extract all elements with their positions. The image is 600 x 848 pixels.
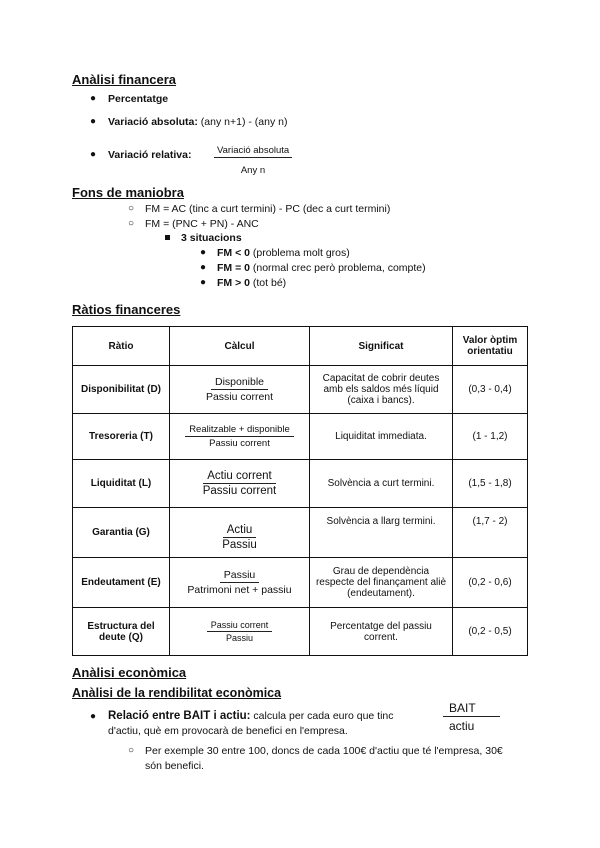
ratio-value: (1,7 - 2): [453, 508, 528, 558]
relative-variation-fraction: [214, 145, 292, 176]
fraction-numerator: Variació absoluta: [214, 145, 292, 158]
fraction-denominator: Patrimoni net + passiu: [187, 584, 292, 596]
example-line-2: són benefici.: [145, 760, 204, 772]
fraction-denominator: Passiu corrent: [202, 485, 277, 497]
table-row: [73, 608, 528, 656]
item-variacio-absoluta: [108, 116, 287, 128]
item-percentatge: Percentatge: [108, 93, 169, 105]
header-valor: Valor òptim orientatiu: [453, 327, 528, 366]
situation-negative: [217, 247, 350, 259]
bait-line-1: [108, 710, 394, 722]
ratio-meaning: Liquiditat immediata.: [310, 414, 453, 460]
ratio-meaning: Solvència a llarg termini.: [310, 508, 453, 558]
ratio-value: (0,2 - 0,6): [453, 558, 528, 608]
item-text: (any n+1) - (any n): [197, 116, 288, 128]
section-title-ratios: Ràtios financeres: [72, 302, 181, 317]
table-row: [73, 414, 528, 460]
bullet-icon: ●: [200, 247, 207, 258]
ratio-calc: [170, 414, 310, 460]
fraction-numerator: Disponible: [211, 376, 268, 390]
fraction-denominator: Passiu corrent: [209, 438, 270, 449]
ratios-table: [72, 326, 528, 656]
situation-desc: (tot bé): [249, 277, 287, 289]
ratio-meaning: Grau de dependència respecte del finançament aliè (endeutament).: [310, 558, 453, 608]
fraction-numerator: Actiu corrent: [203, 470, 276, 484]
bait-label: Relació entre BAIT i actiu:: [108, 710, 251, 722]
situation-positive: [217, 277, 286, 289]
fraction-numerator: Passiu: [220, 569, 260, 583]
square-bullet-icon: [165, 235, 170, 240]
ratio-name: Disponibilitat (D): [73, 366, 170, 414]
circle-bullet-icon: ○: [128, 203, 135, 214]
bait-text: calcula per cada euro que tinc: [250, 710, 394, 722]
fraction-denominator: Passiu corrent: [205, 391, 274, 403]
section-title-analisi-economica: Anàlisi econòmica: [72, 665, 187, 680]
ratio-name: Garantia (G): [73, 508, 170, 558]
fraction-numerator: Realitzable + disponible: [185, 424, 294, 437]
fraction-numerator: Passiu corrent: [207, 620, 273, 632]
ratio-calc: [170, 366, 310, 414]
bullet-icon: ●: [200, 262, 207, 273]
bullet-icon: ●: [90, 116, 97, 127]
ratio-calc: [170, 508, 310, 558]
situation-desc: (problema molt gros): [249, 247, 350, 259]
table-row: [73, 508, 528, 558]
fm-formula-1: FM = AC (tinc a curt termini) - PC (dec a curt termini): [145, 203, 391, 215]
header-calcul: Càlcul: [170, 327, 310, 366]
section-title-fons-maniobra: Fons de maniobra: [72, 185, 184, 200]
situation-desc: (normal crec però problema, compte): [249, 262, 426, 274]
ratio-name: Tresoreria (T): [73, 414, 170, 460]
circle-bullet-icon: ○: [128, 218, 135, 229]
bullet-icon: ●: [90, 711, 97, 722]
ratio-meaning: Capacitat de cobrir deutes amb els saldos més líquid (caixa i bancs).: [310, 366, 453, 414]
fraction-numerator: Actiu: [223, 524, 257, 538]
ratio-meaning: Solvència a curt termini.: [310, 460, 453, 508]
situations-label: 3 situacions: [181, 232, 242, 244]
fm-formula-2: FM = (PNC + PN) - ANC: [145, 218, 259, 230]
ratio-fraction: [185, 424, 294, 449]
bullet-icon: ●: [200, 277, 207, 288]
ratio-value: (1,5 - 1,8): [453, 460, 528, 508]
header-significat: Significat: [310, 327, 453, 366]
ratio-value: (0,3 - 0,4): [453, 366, 528, 414]
situation-cond: FM > 0: [217, 277, 250, 289]
fraction-denominator: Passiu: [222, 539, 257, 551]
situation-zero: [217, 262, 426, 274]
fraction-numerator: BAIT: [443, 701, 500, 717]
ratio-fraction: [199, 470, 281, 497]
ratio-name: Endeutament (E): [73, 558, 170, 608]
table-header-row: [73, 327, 528, 366]
table-row: [73, 558, 528, 608]
fraction-denominator: Passiu: [225, 633, 253, 643]
ratio-calc: [170, 608, 310, 656]
ratio-meaning: Percentatge del passiu corrent.: [310, 608, 453, 656]
ratio-fraction: [183, 569, 295, 596]
fraction-denominator: actiu: [449, 719, 475, 733]
ratio-value: (1 - 1,2): [453, 414, 528, 460]
table-row: [73, 460, 528, 508]
bait-fraction: [443, 701, 500, 733]
ratio-fraction: [207, 620, 273, 643]
ratio-value: (0,2 - 0,5): [453, 608, 528, 656]
header-ratio: Ràtio: [73, 327, 170, 366]
ratio-fraction: [218, 524, 261, 551]
table-row: [73, 366, 528, 414]
situation-cond: FM = 0: [217, 262, 250, 274]
bullet-icon: ●: [90, 93, 97, 104]
example-line-1: Per exemple 30 entre 100, doncs de cada 100€ d'actiu que té l'empresa, 30€: [145, 745, 503, 757]
subsection-title-rendibilitat: Anàlisi de la rendibilitat econòmica: [72, 686, 282, 700]
bullet-icon: ●: [90, 149, 97, 160]
fraction-denominator: Any n: [240, 165, 266, 176]
situation-cond: FM < 0: [217, 247, 250, 259]
ratio-name: Estructura del deute (Q): [73, 608, 170, 656]
item-variacio-relativa: Variació relativa:: [108, 149, 192, 161]
ratio-fraction: [202, 376, 277, 403]
ratio-calc: [170, 460, 310, 508]
bait-line-2: d'actiu, què em provocarà de benefici en l'empresa.: [108, 725, 348, 737]
ratio-name: Liquiditat (L): [73, 460, 170, 508]
section-title-analisi-financera: Anàlisi financera: [72, 72, 177, 87]
circle-bullet-icon: ○: [128, 745, 135, 756]
ratio-calc: [170, 558, 310, 608]
item-label: Variació absoluta:: [108, 116, 198, 128]
